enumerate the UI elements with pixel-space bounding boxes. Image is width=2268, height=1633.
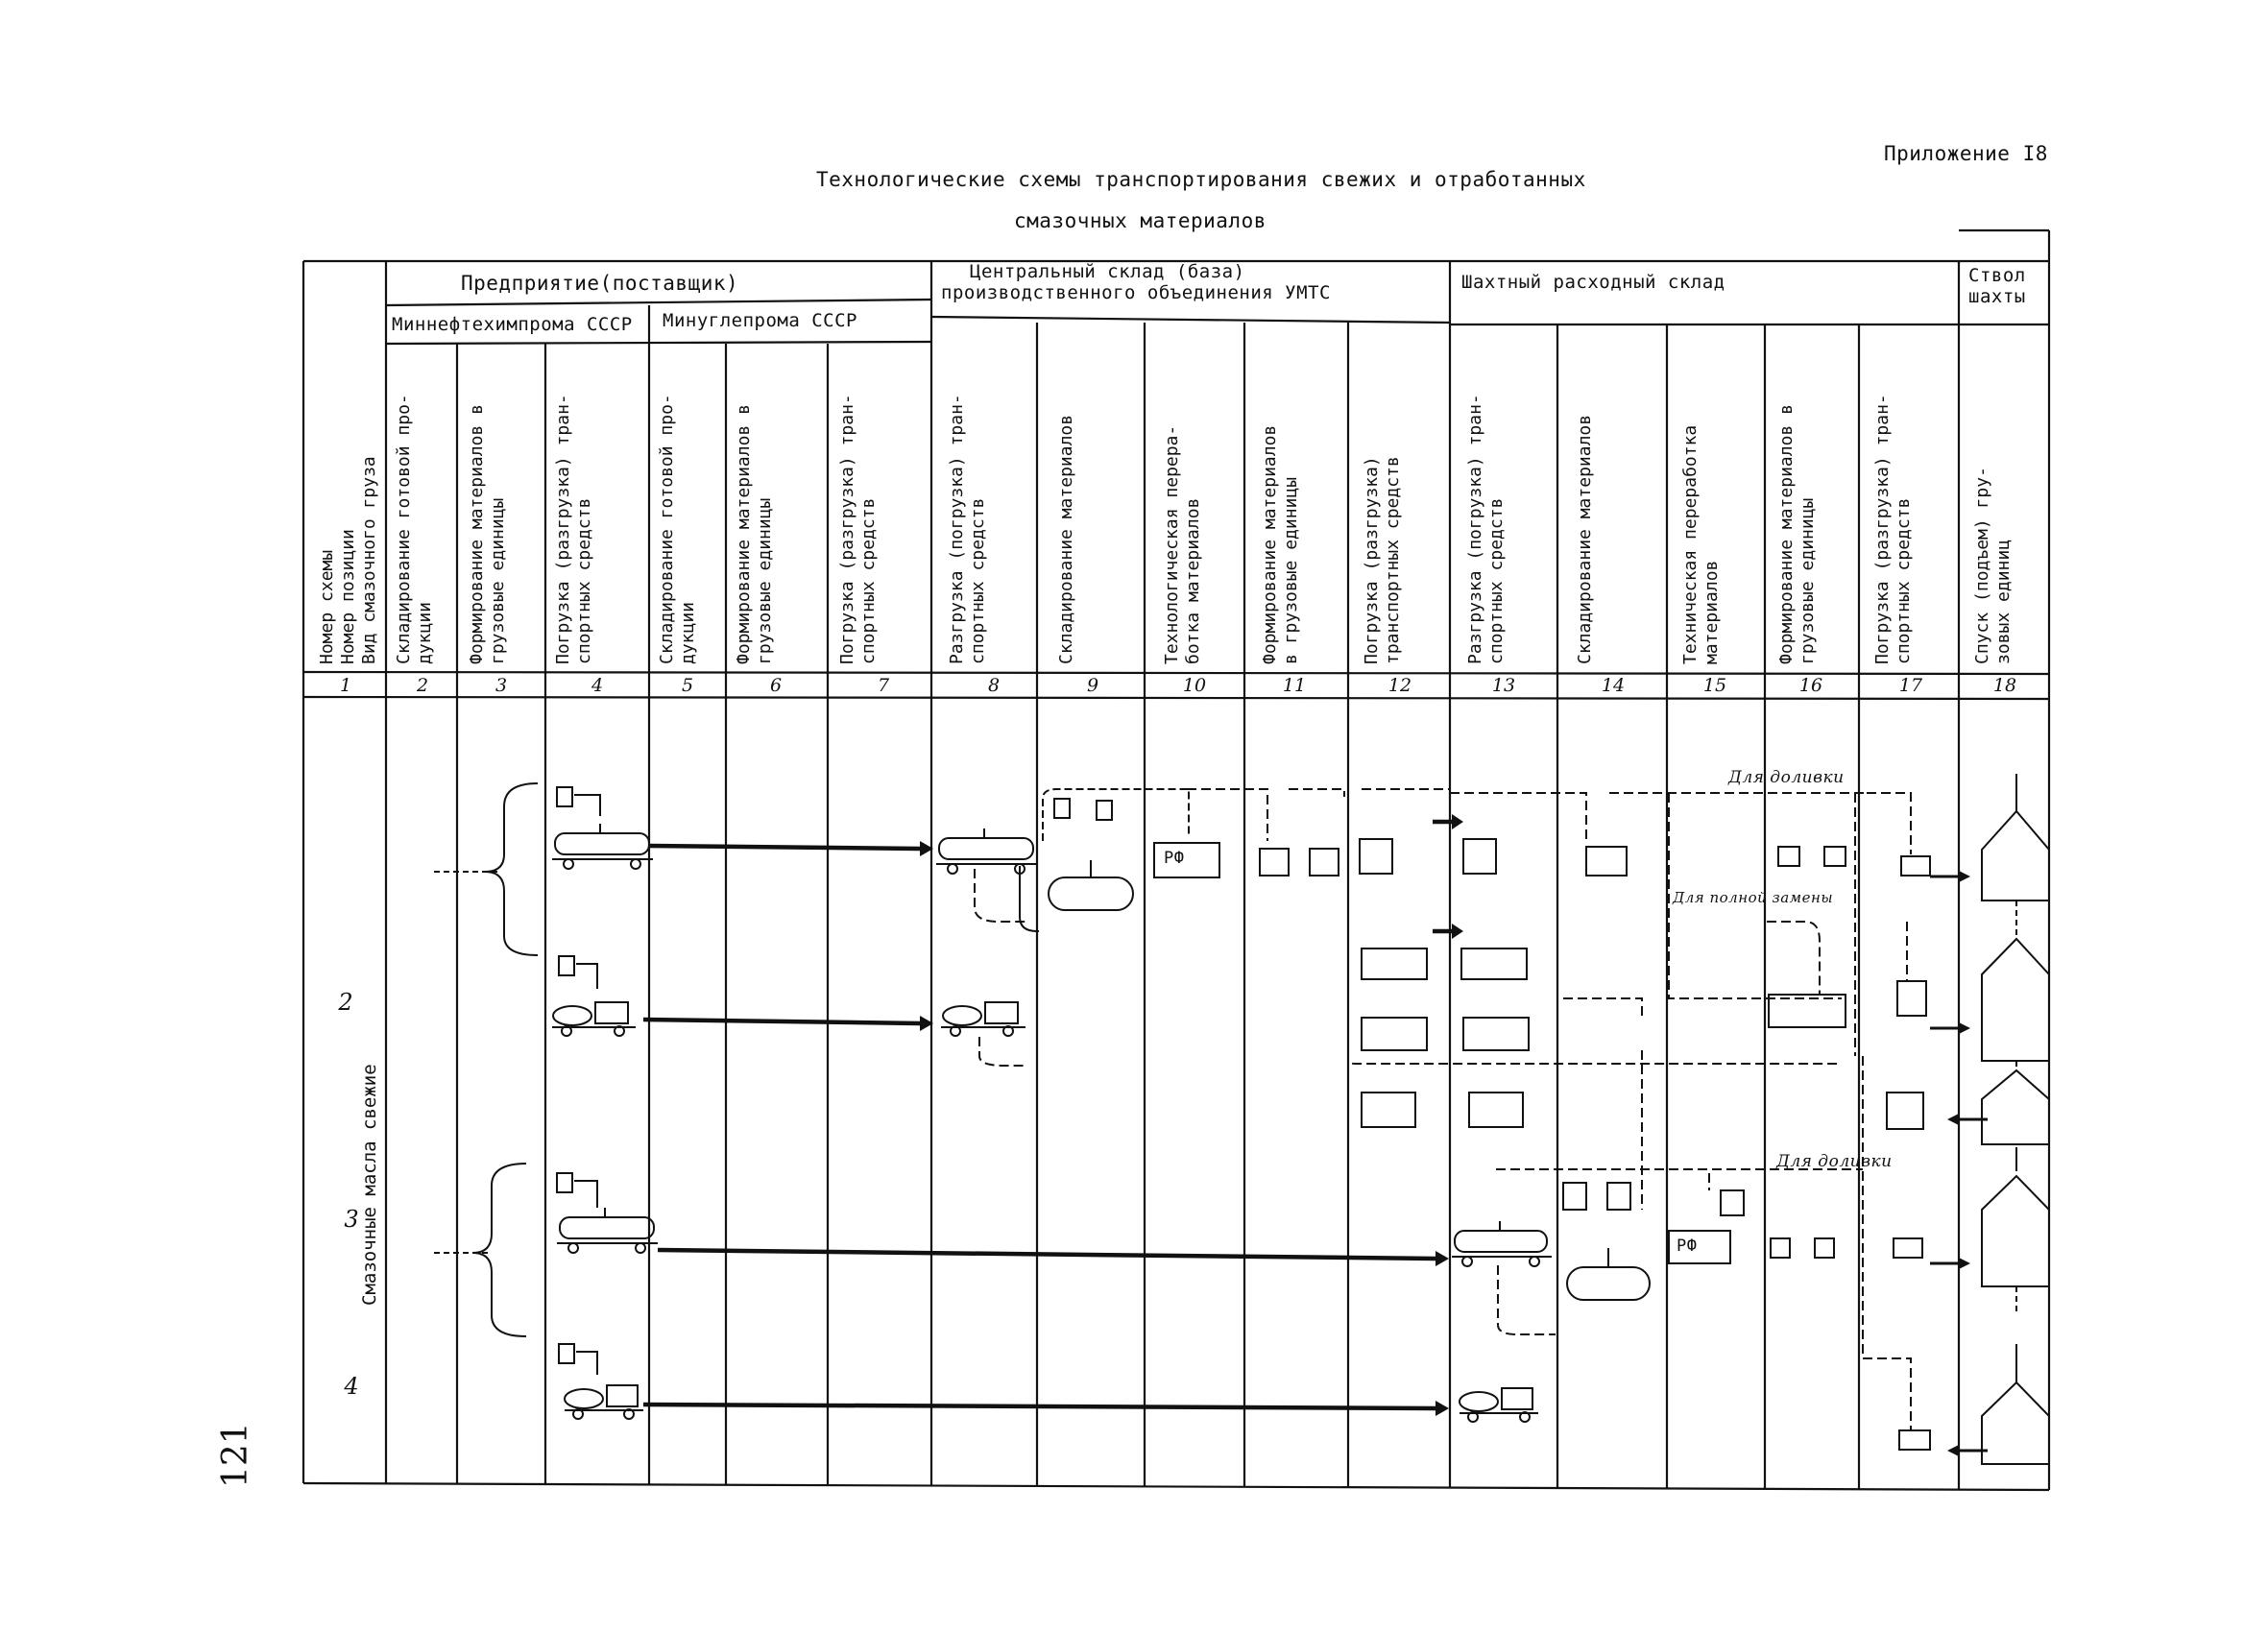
- col-number: 15: [1702, 675, 1727, 696]
- col-header-17: Погрузка (разгрузка) тран- спортных средств: [1872, 394, 1914, 664]
- col-number: 11: [1282, 675, 1307, 696]
- col-header-12: Погрузка (разгрузка) транспортных средств: [1362, 456, 1403, 664]
- col-header-18: Спуск (подъем) гру- зовых единиц: [1972, 467, 2014, 664]
- group-central-warehouse-line1: Центральный склад (база): [970, 261, 1245, 282]
- col-number: 8: [987, 675, 1001, 696]
- tank-truck-icon: [565, 1385, 643, 1419]
- col-number: 12: [1387, 675, 1412, 696]
- col-number: 3: [495, 675, 508, 696]
- col-number: 7: [877, 675, 890, 696]
- col-header-13: Разгрузка (погрузка) тран- спортных средств: [1465, 394, 1507, 664]
- page-title-line1: Технологические схемы транспортирования свежих и отработанных: [816, 168, 1586, 191]
- col-header-4: Погрузка (разгрузка) тран- спортных средств: [553, 394, 594, 664]
- col-number: 10: [1182, 675, 1207, 696]
- col-header-14: Складирование материалов: [1575, 414, 1595, 664]
- col-header-9: Складирование материалов: [1056, 414, 1076, 664]
- col-number: 9: [1086, 675, 1099, 696]
- tank-wagon-icon: [936, 829, 1037, 874]
- page-number: 121: [216, 1422, 255, 1488]
- col-header-10: Технологическая перера- ботка материалов: [1162, 424, 1203, 664]
- col-number: 14: [1601, 675, 1626, 696]
- group-shaft-line1: Ствол: [1968, 265, 2026, 286]
- annotation-for-refill: Для доливки: [1776, 1152, 1893, 1171]
- appendix-label: Приложение I8: [1884, 142, 2048, 165]
- drum-icon: [557, 787, 600, 1375]
- cargo-type-label: Смазочные масла свежие: [359, 1064, 380, 1306]
- tank-truck-icon: [552, 1002, 636, 1036]
- drum-pallet-icon: [1260, 839, 1930, 1450]
- page-title-line2: смазочных материалов: [1014, 209, 1267, 232]
- col-header-11: Формирование материалов в грузовые единицы: [1260, 424, 1301, 664]
- col-number: 5: [681, 675, 694, 696]
- scheme-number: 2: [338, 989, 353, 1016]
- tank-truck-icon: [1460, 1388, 1538, 1422]
- tank-wagon-icon: [1452, 1221, 1552, 1266]
- col-header-15: Техническая переработка материалов: [1680, 424, 1722, 664]
- col-header-5: Складирование готовой про- дукции: [657, 394, 698, 664]
- col-number: 18: [1992, 675, 2017, 696]
- group-shaft-line2: шахты: [1968, 286, 2026, 307]
- group-mine-warehouse: Шахтный расходный склад: [1461, 272, 1725, 293]
- group-enterprise: Предприятие(поставщик): [461, 272, 739, 295]
- group-minneftekhimprom: Миннефтехимпрома СССР: [392, 314, 633, 335]
- group-minugleprom: Минуглепрома СССР: [663, 310, 857, 331]
- col-header-7: Погрузка (разгрузка) тран- спортных средств: [837, 394, 879, 664]
- processing-unit-label: РФ: [1677, 1237, 1698, 1256]
- col-header-1: Номер схемы Номер позиции Вид смазочного груза: [317, 456, 379, 664]
- col-number: 1: [339, 675, 352, 696]
- col-number: 2: [416, 675, 429, 696]
- annotation-for-full-change: Для полной замены: [1673, 889, 1834, 906]
- position-number: 3: [344, 1206, 359, 1233]
- col-header-8: Разгрузка (погрузка) тран- спортных средств: [947, 394, 988, 664]
- col-header-3: Формирование материалов в грузовые единицы: [467, 404, 508, 664]
- col-header-2: Складирование готовой про- дукции: [394, 394, 435, 664]
- col-number: 4: [591, 675, 604, 696]
- position-number: 4: [344, 1373, 359, 1400]
- col-number: 6: [769, 675, 783, 696]
- col-header-6: Формирование материалов в грузовые единицы: [734, 404, 775, 664]
- col-number: 16: [1798, 675, 1823, 696]
- flow-diagram: [434, 774, 2049, 1464]
- tank-wagon-icon: [557, 1208, 658, 1253]
- tank-wagon-icon: [552, 824, 653, 869]
- annotation-for-refill: Для доливки: [1728, 768, 1845, 787]
- col-number: 17: [1898, 675, 1923, 696]
- tank-truck-icon: [941, 1002, 1025, 1036]
- shaft-cage-icon: [1982, 774, 2049, 1464]
- group-central-warehouse-line2: производственного объединения УМТС: [941, 282, 1331, 303]
- col-header-16: Формирование материалов в грузовые единицы: [1776, 404, 1818, 664]
- processing-unit-label: РФ: [1164, 849, 1185, 868]
- col-number: 13: [1491, 675, 1516, 696]
